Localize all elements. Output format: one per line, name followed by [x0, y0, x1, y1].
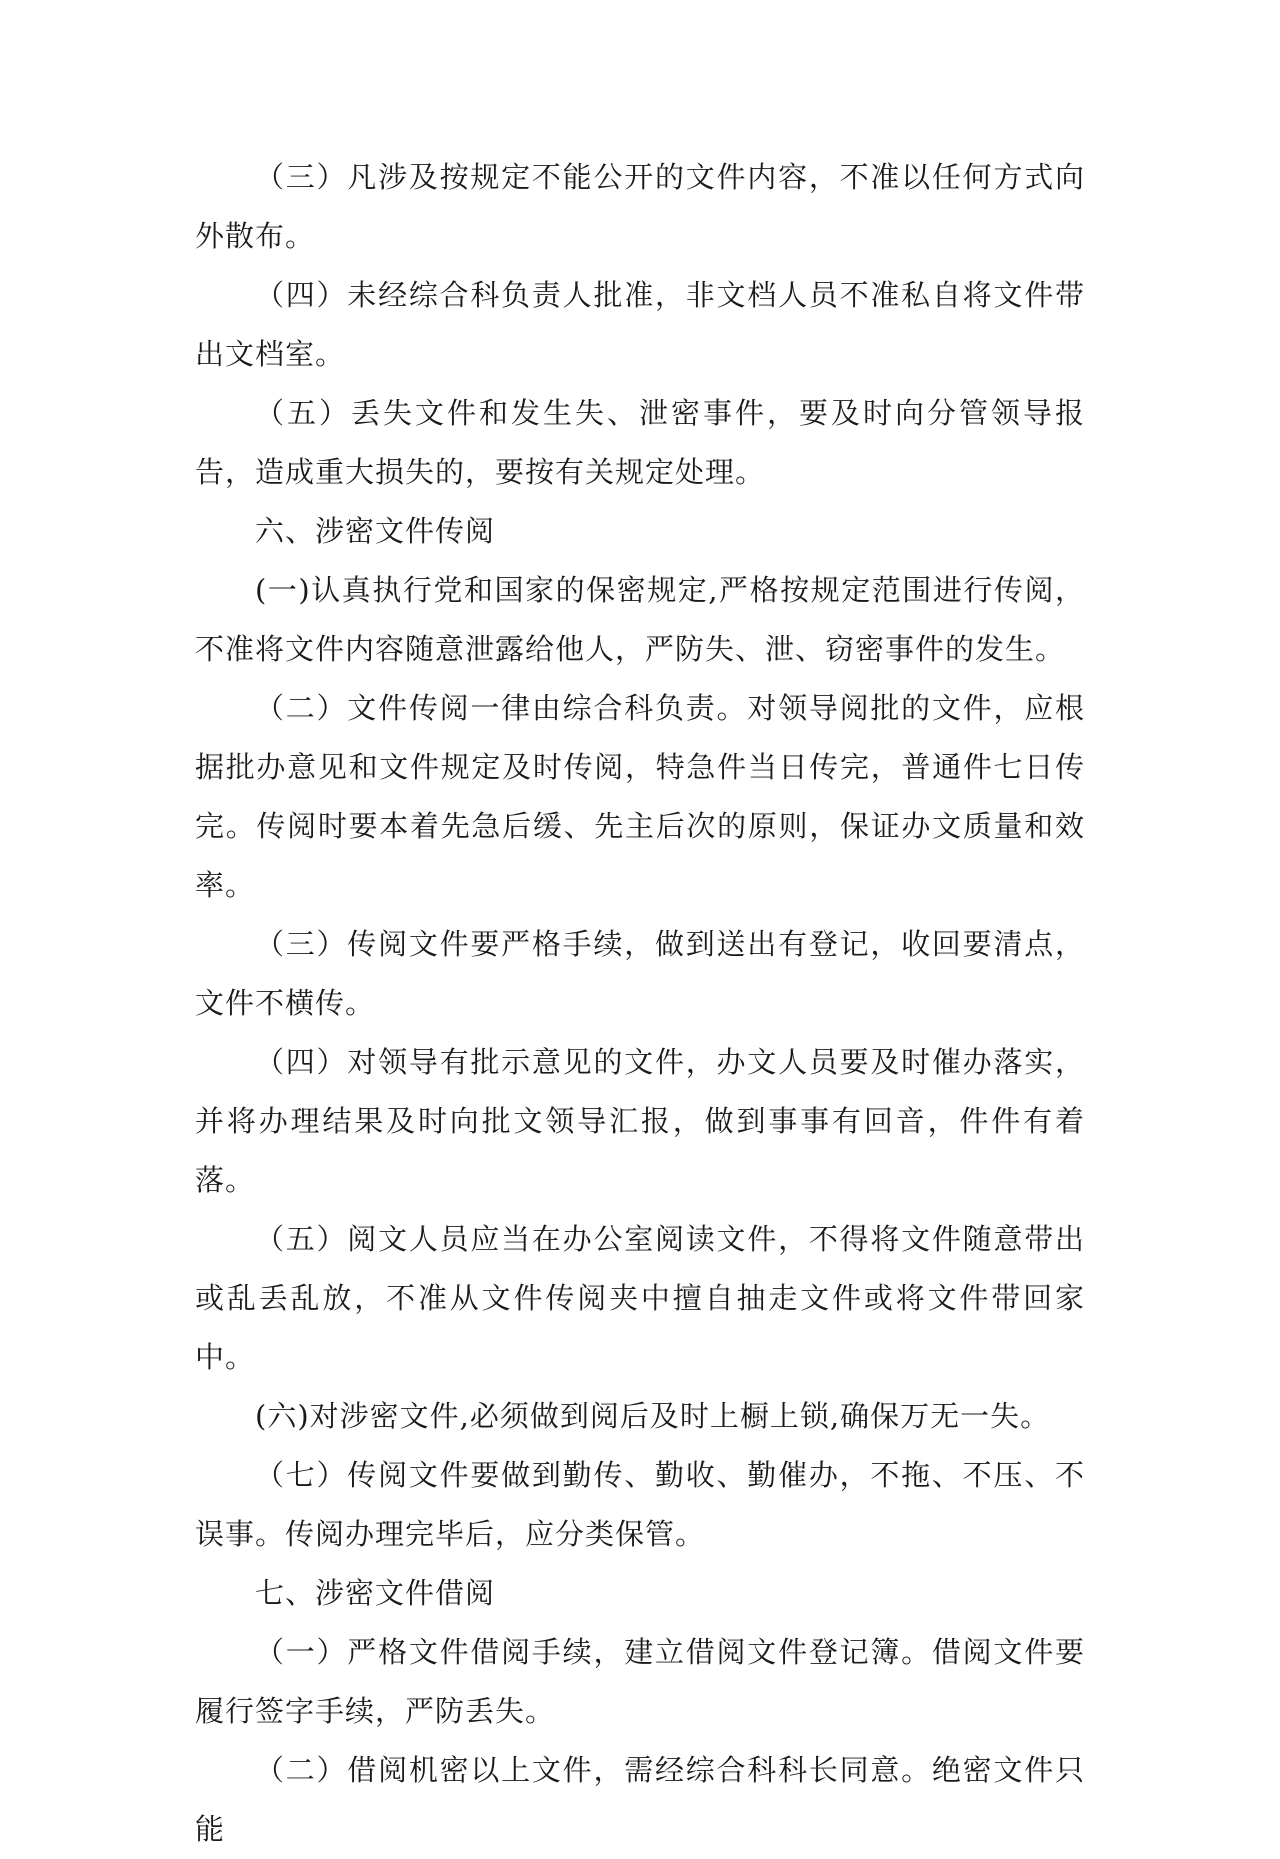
paragraph-borrowing-2: （二）借阅机密以上文件，需经综合科科长同意。绝密文件只能 — [195, 1753, 1085, 1846]
paragraph-borrowing-1: （一）严格文件借阅手续，建立借阅文件登记簿。借阅文件要履行签字手续，严防丢失。 — [195, 1635, 1085, 1728]
paragraph-circulation-7: （七）传阅文件要做到勤传、勤收、勤催办，不拖、不压、不误事。传阅办理完毕后，应分类保管。 — [195, 1458, 1085, 1551]
paragraph-circulation-5: （五）阅文人员应当在办公室阅读文件，不得将文件随意带出或乱丢乱放，不准从文件传阅夹中擅自抽走文件或将文件带回家中。 — [195, 1222, 1085, 1374]
section-heading-borrowing: 七、涉密文件借阅 — [255, 1576, 496, 1610]
paragraph-circulation-3: （三）传阅文件要严格手续，做到送出有登记，收回要清点，文件不横传。 — [195, 927, 1085, 1020]
paragraph-circulation-2: （二）文件传阅一律由综合科负责。对领导阅批的文件，应根据批办意见和文件规定及时传阅，特急件当日传完，普通件七日传完。传阅时要本着先急后缓、先主后次的原则，保证办文质量和效率。 — [195, 691, 1085, 902]
paragraph-circulation-4: （四）对领导有批示意见的文件，办文人员要及时催办落实，并将办理结果及时向批文领导汇报，做到事事有回音，件件有着落。 — [195, 1045, 1085, 1197]
section-heading-circulation: 六、涉密文件传阅 — [255, 514, 496, 548]
paragraph-3-publication: （三）凡涉及按规定不能公开的文件内容，不准以任何方式向外散布。 — [195, 160, 1085, 253]
document-body — [195, 148, 1085, 1859]
paragraph-4-removal: （四）未经综合科负责人批准，非文档人员不准私自将文件带出文档室。 — [195, 278, 1085, 371]
paragraph-circulation-1: (一)认真执行党和国家的保密规定,严格按规定范围进行传阅，不准将文件内容随意泄露给他人，严防失、泄、窃密事件的发生。 — [195, 573, 1085, 666]
paragraph-5-loss: （五）丢失文件和发生失、泄密事件，要及时向分管领导报告，造成重大损失的，要按有关规定处理。 — [195, 396, 1085, 489]
paragraph-circulation-6: (六)对涉密文件,必须做到阅后及时上橱上锁,确保万无一失。 — [255, 1399, 1051, 1433]
